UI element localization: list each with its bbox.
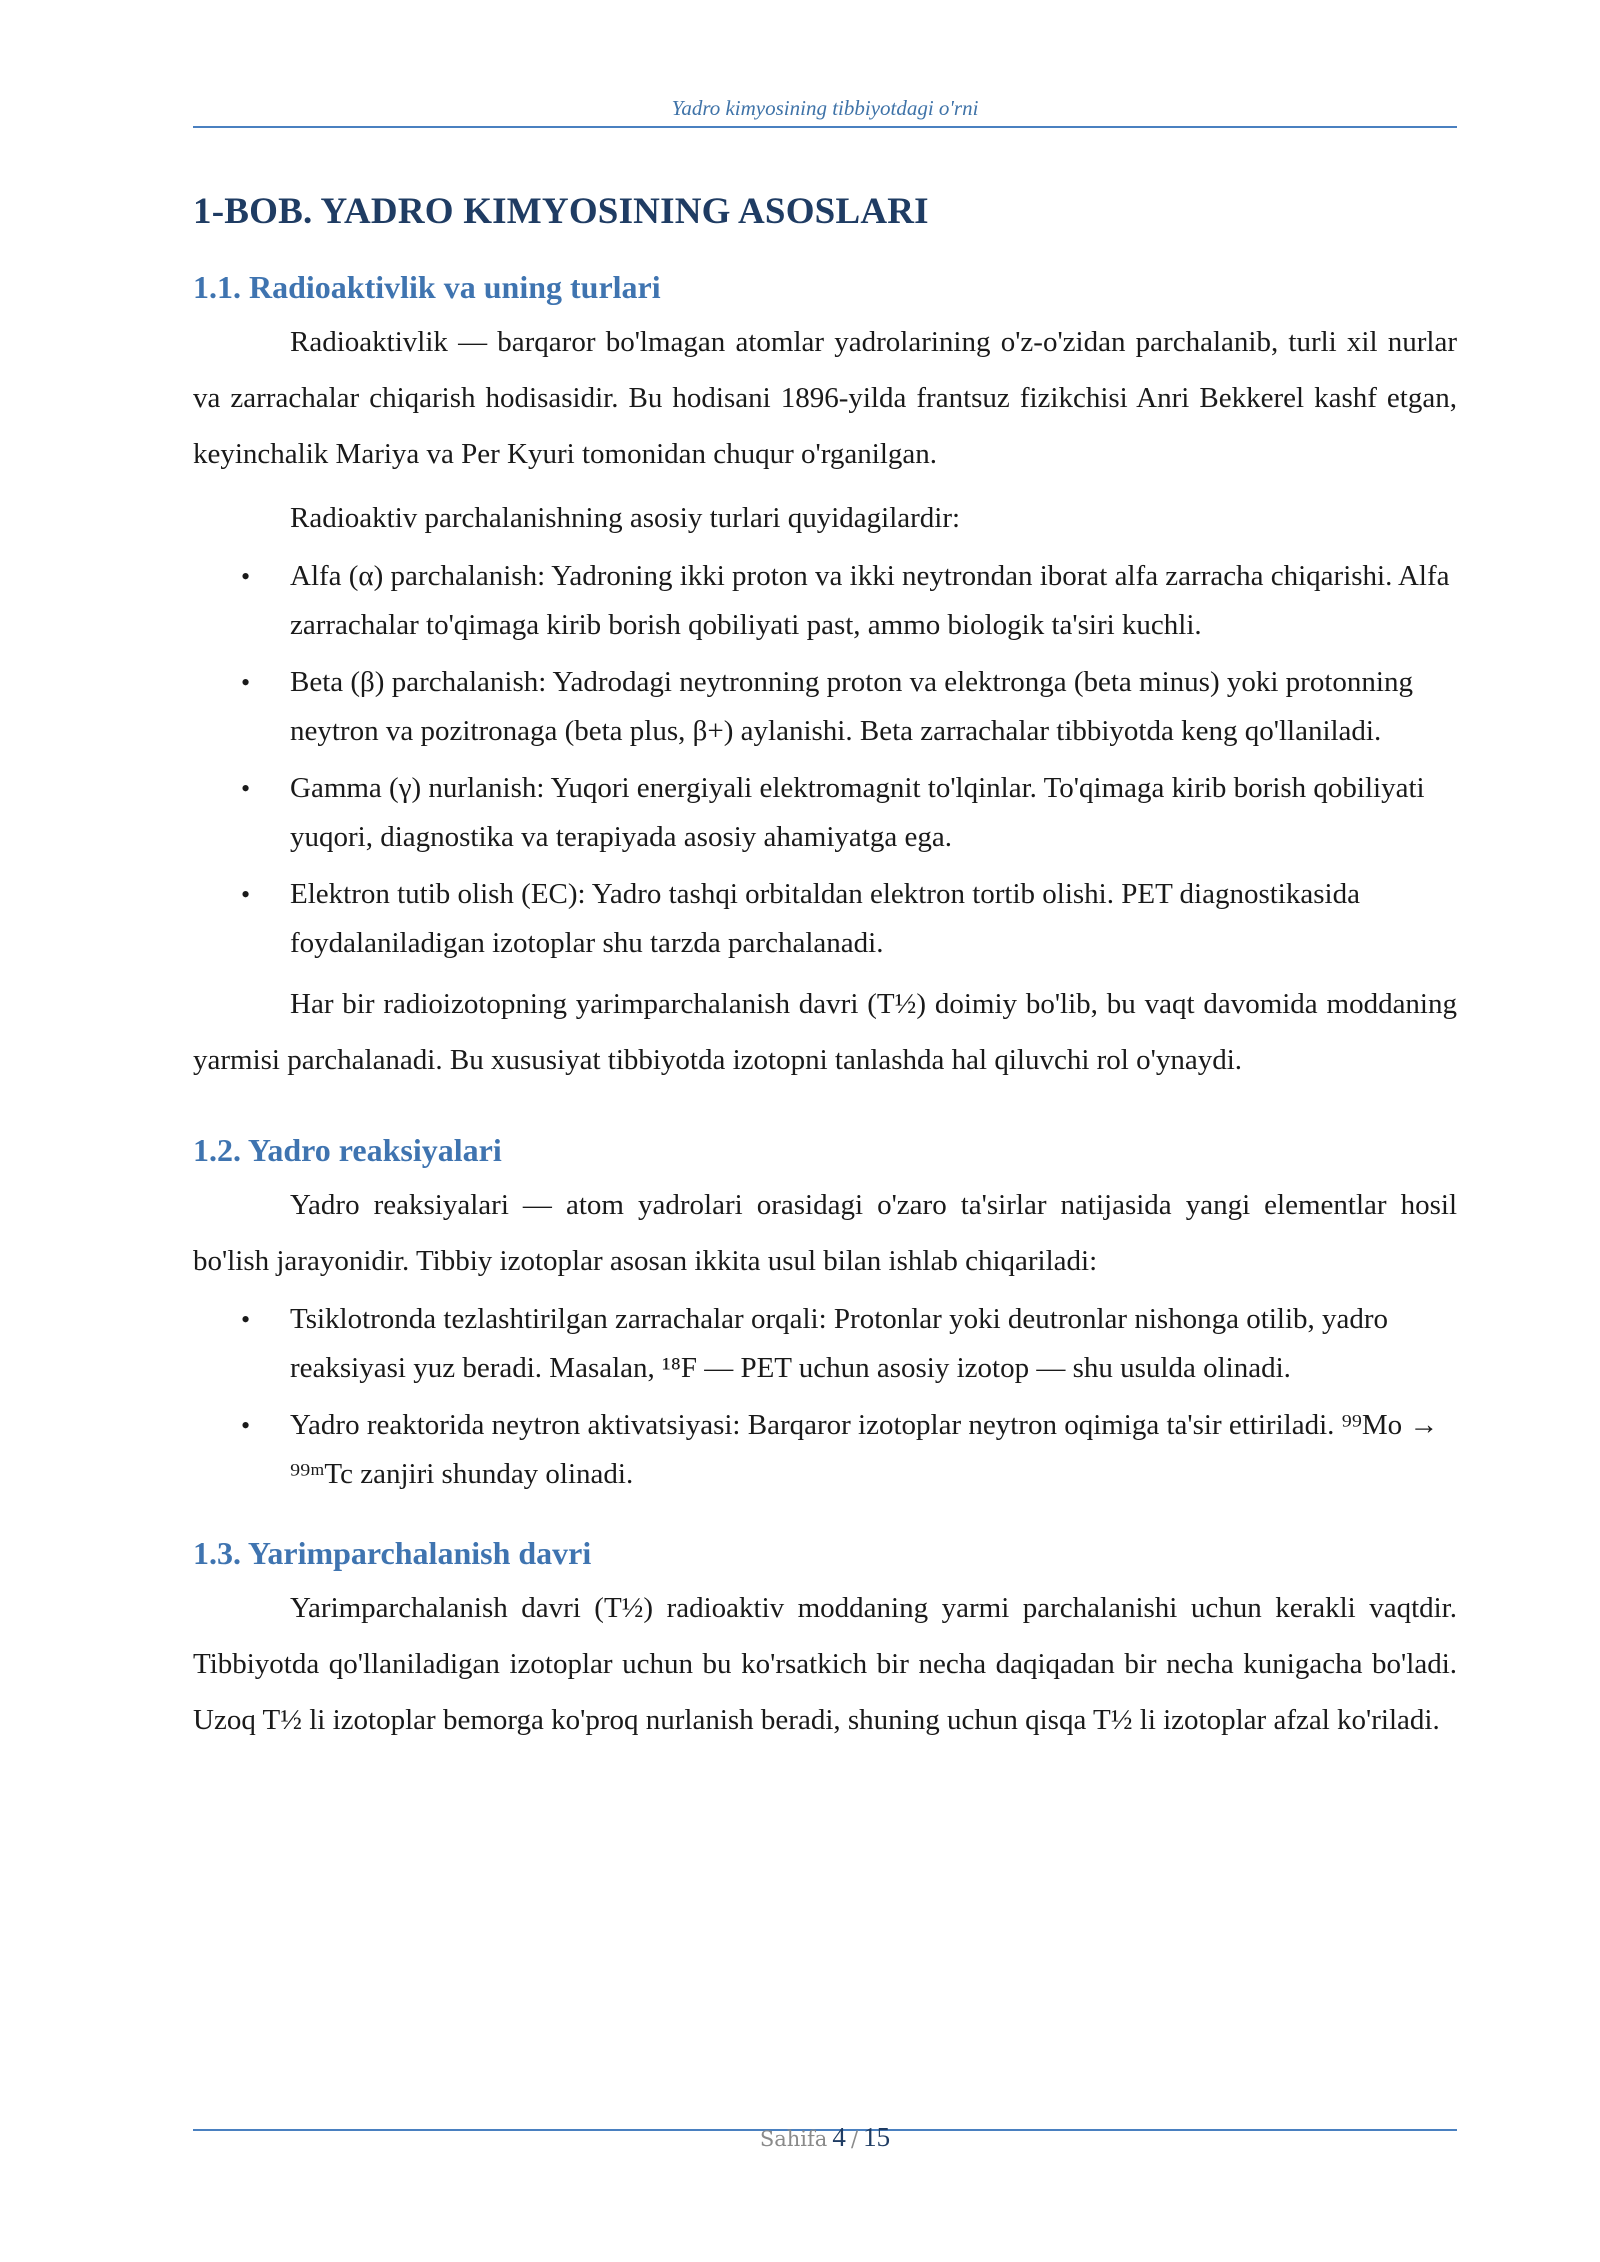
paragraph: Radioaktiv parchalanishning asosiy turlari quyidagilardir: [290, 502, 961, 534]
running-header: Yadro kimyosining tibbiyotdagi o'rni [671, 96, 979, 120]
section-heading-1-3: 1.3. Yarimparchalanish davri [193, 1535, 592, 1571]
page-label: Sahifa [759, 2127, 828, 2151]
list-item [193, 1401, 1457, 1499]
list-item [193, 1295, 1457, 1393]
list-item [193, 870, 1457, 968]
paragraph: Yadro reaksiyalari — atom yadrolari orasidagi o'zaro ta'sirlar natijasida yangi elementlar hosil bo'lish jarayonidir. Tibbiy izotoplar asosan ikkita usul bilan ishlab chiqariladi: [193, 1189, 1457, 1277]
paragraph: Har bir radioizotopning yarimparchalanish davri (T½) doimiy bo'lib, bu vaqt davomida moddaning yarmisi parchalanadi. Bu xususiyat tibbiyotda izotopni tanlashda hal qiluvchi rol o'ynaydi. [193, 988, 1457, 1076]
bullet-icon: • [241, 562, 251, 591]
list-item-text: Beta (β) parchalanish: Yadrodagi neytronning proton va elektronga (beta minus) yoki protonning neytron va pozitronaga (beta plus, β+) aylanishi. Beta zarrachalar tibbiyotda keng qo'llaniladi. [290, 666, 1413, 747]
page-content [193, 190, 1457, 1748]
list-item-text: Alfa (α) parchalanish: Yadroning ikki proton va ikki neytrondan iborat alfa zarracha chiqarishi. Alfa zarrachalar to'qimaga kirib borish qobiliyati past, ammo biologik ta'siri kuchli. [290, 560, 1450, 641]
paragraph: Yarimparchalanish davri (T½) radioaktiv moddaning yarmi parchalanishi uchun kerakli vaqtdir. Tibbiyotda qo'llaniladigan izotoplar uchun bu ko'rsatkich bir necha daqiqadan bir necha kunigacha bo'ladi. Uzoq T½ li izotoplar bemorga ko'proq nurlanish beradi, shuning uchun qisqa T½ li izotoplar afzal ko'riladi. [193, 1592, 1457, 1736]
bullet-list [193, 552, 1457, 968]
list-item-text: Elektron tutib olish (EC): Yadro tashqi orbitaldan elektron tortib olishi. PET diagnostikasida foydalaniladigan izotoplar shu tarzda parchalanadi. [290, 878, 1360, 959]
chapter-title: 1-BOB. YADRO KIMYOSINING ASOSLARI [193, 191, 929, 232]
section-heading-1-2: 1.2. Yadro reaksiyalari [193, 1132, 502, 1168]
list-item [193, 658, 1457, 756]
bullet-icon: • [241, 880, 251, 909]
bullet-icon: • [241, 774, 251, 803]
bullet-icon: • [241, 668, 251, 697]
bullet-icon: • [241, 1305, 251, 1334]
list-item-text: Tsiklotronda tezlashtirilgan zarrachalar orqali: Protonlar yoki deutronlar nishonga otilib, yadro reaksiyasi yuz beradi. Masalan, ¹⁸F — PET uchun asosiy izotop — shu usulda olinadi. [290, 1303, 1389, 1384]
page-footer [193, 2122, 1457, 2153]
paragraph: Radioaktivlik — barqaror bo'lmagan atomlar yadrolarining o'z-o'zidan parchalanib, turli xil nurlar va zarrachalar chiqarish hodisasidir. Bu hodisani 1896-yilda frantsuz fizikchisi Anri Bekkerel kashf etgan, keyinchalik Mariya va Per Kyuri tomonidan chuqur o'rganilgan. [193, 326, 1457, 470]
list-item-text: Gamma (γ) nurlanish: Yuqori energiyali elektromagnit to'lqinlar. To'qimaga kirib borish qobiliyati yuqori, diagnostika va terapiyada asosiy ahamiyatga ega. [290, 772, 1425, 853]
header-rule [193, 126, 1457, 128]
page-separator: / [850, 2127, 859, 2151]
section-heading-1-1: 1.1. Radioaktivlik va uning turlari [193, 269, 661, 305]
current-page-number: 4 [832, 2122, 846, 2152]
list-item [193, 764, 1457, 862]
bullet-icon: • [241, 1411, 251, 1440]
total-pages: 15 [863, 2122, 891, 2152]
bullet-list [193, 1295, 1457, 1499]
list-item-text: Yadro reaktorida neytron aktivatsiyasi: Barqaror izotoplar neytron oqimiga ta'sir ettiriladi. ⁹⁹Mo → ⁹⁹ᵐTc zanjiri shunday olinadi. [290, 1409, 1439, 1490]
list-item [193, 552, 1457, 650]
